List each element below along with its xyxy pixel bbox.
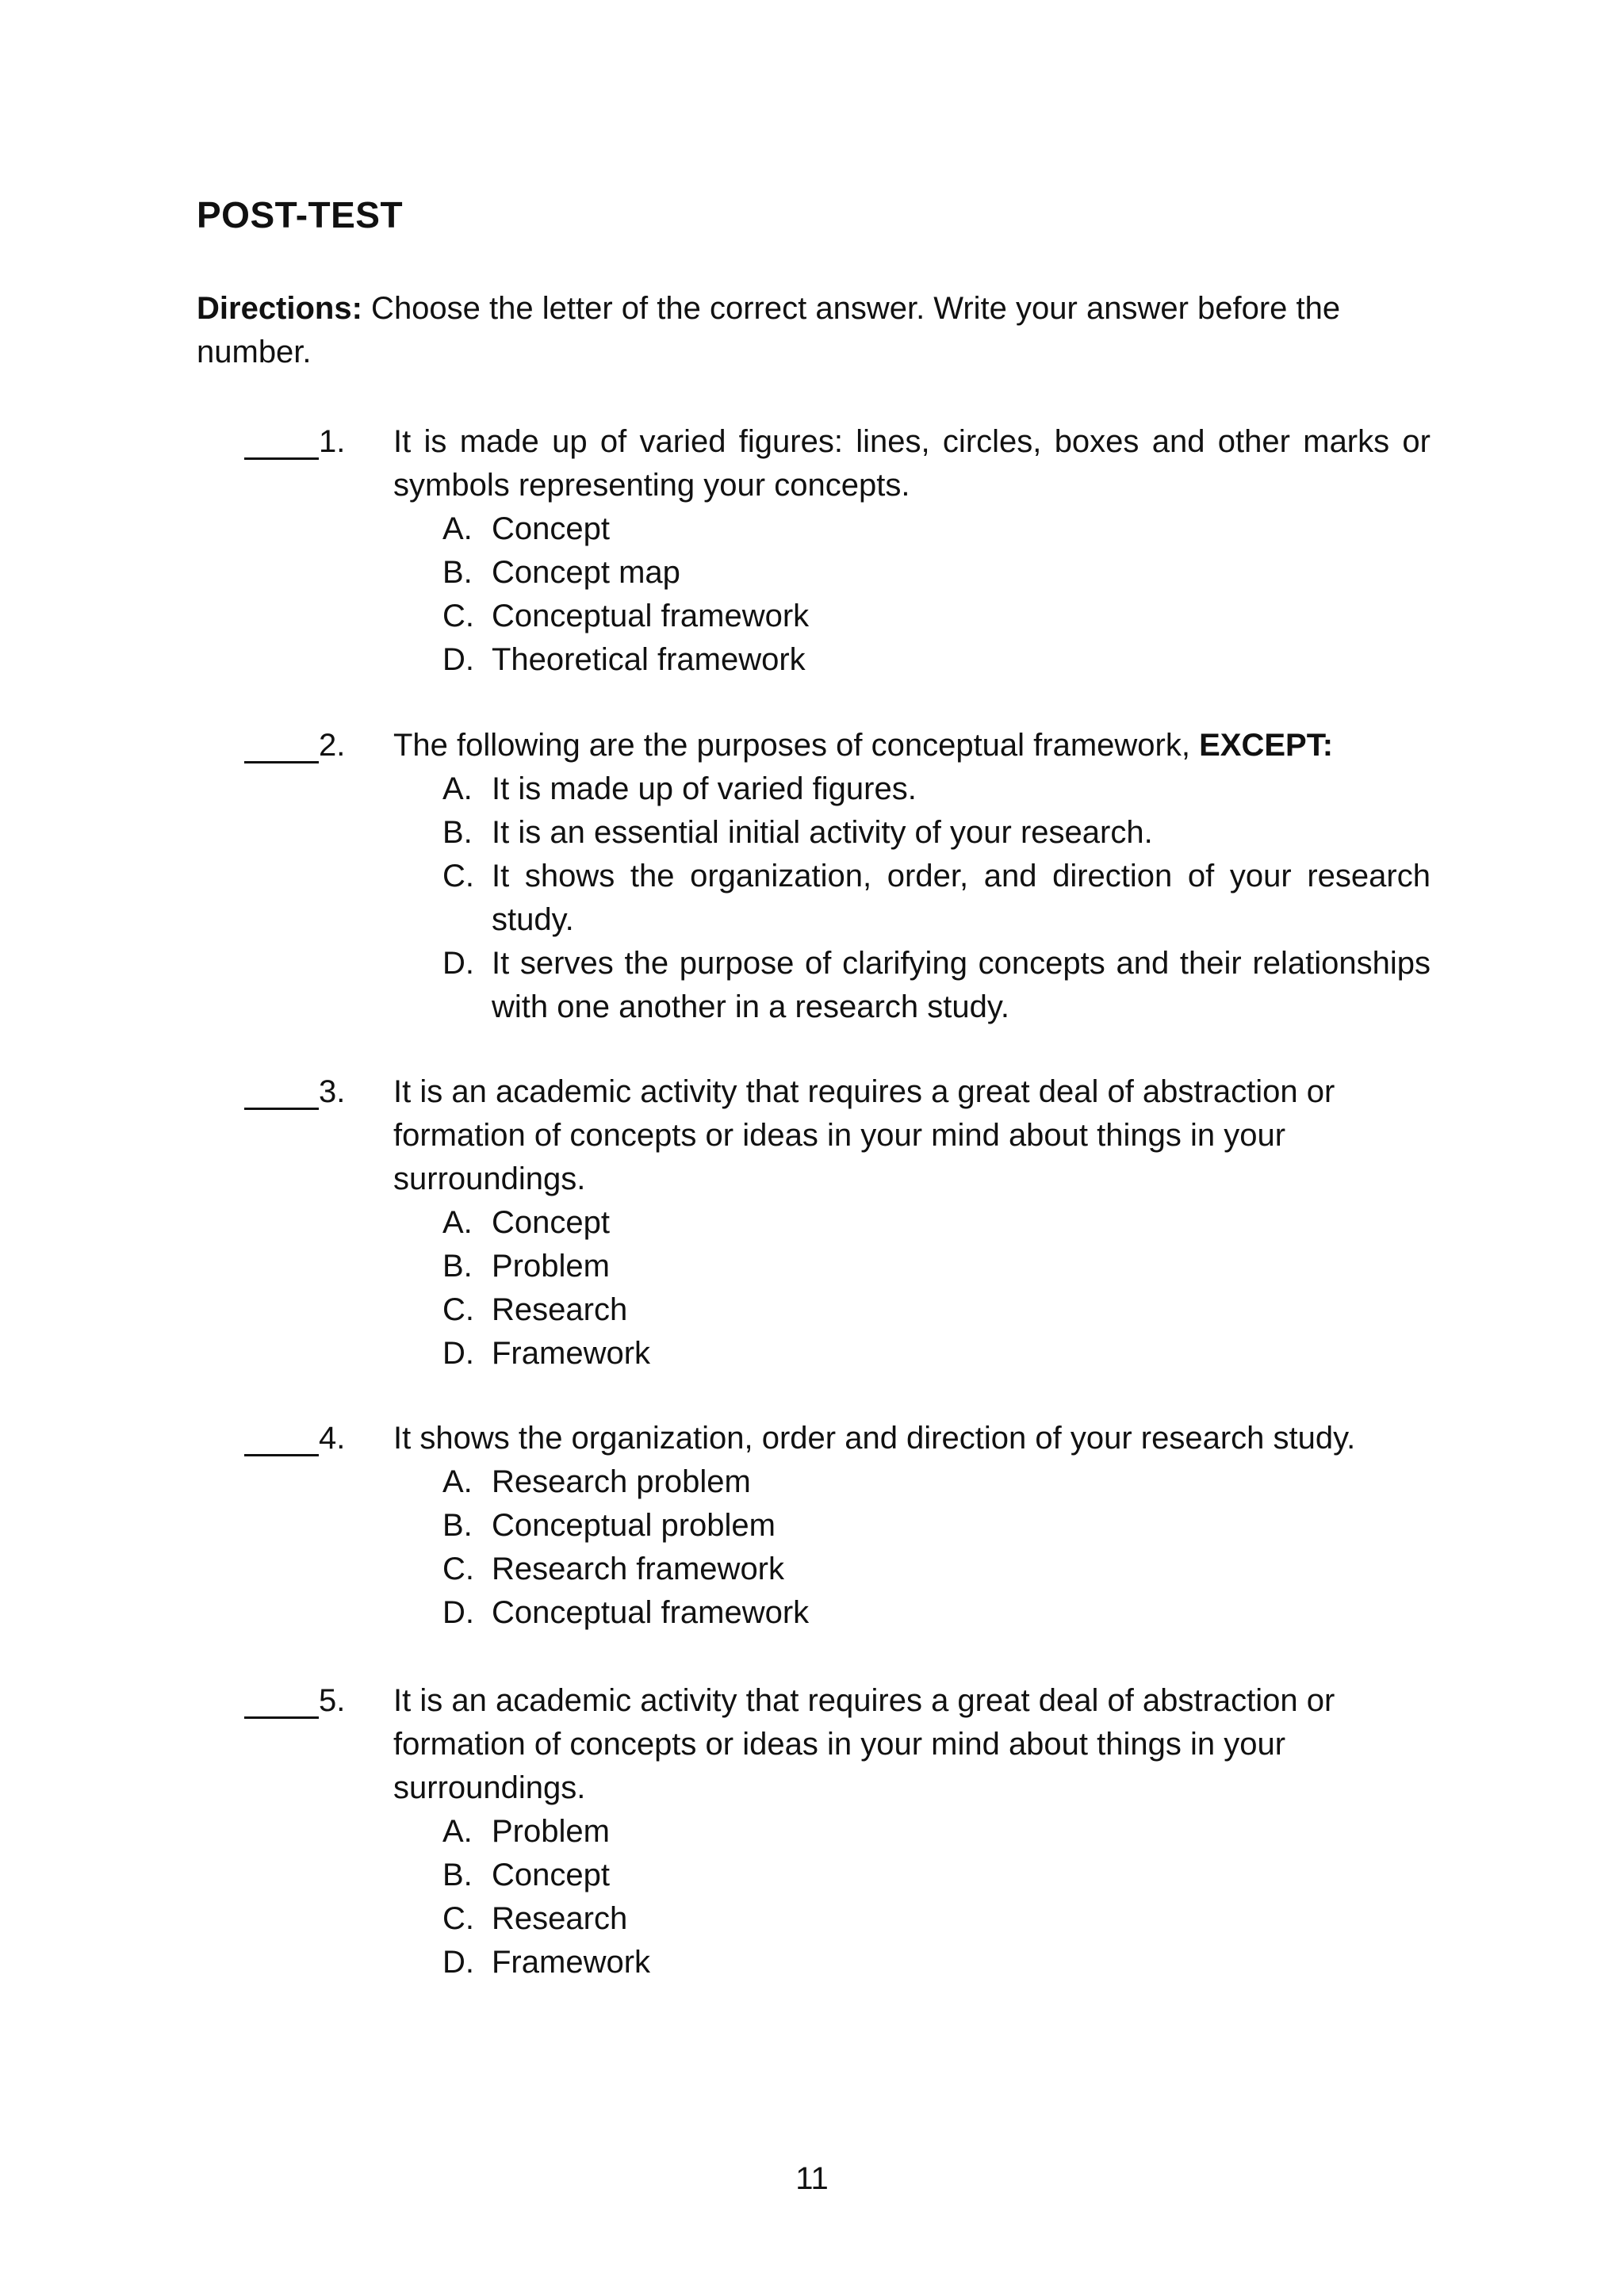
choice-list: [442, 767, 1431, 1029]
question-stem-text: The following are the purposes of conceptual framework,: [393, 728, 1200, 763]
choice-letter: C.: [442, 1292, 474, 1327]
choice-item: [442, 1288, 1431, 1332]
choice-item: [442, 1810, 1431, 1854]
choice-text: Research framework: [492, 1552, 785, 1586]
choice-text: Theoretical framework: [492, 642, 806, 677]
choice-item: [442, 855, 1431, 942]
choice-letter: B.: [442, 1858, 473, 1892]
choice-text: Research: [492, 1292, 628, 1327]
choice-item: [442, 1504, 1431, 1548]
choice-letter: A.: [442, 1464, 473, 1499]
choice-item: [442, 811, 1431, 855]
question-stem: It is an academic activity that requires a great deal of abstraction or formation of concepts or ideas in your mind about things in your surroundings.: [393, 1683, 1335, 1805]
choice-item: [442, 1941, 1431, 1984]
choice-text: Concept: [492, 511, 610, 546]
choice-letter: C.: [442, 599, 474, 633]
answer-blank-5[interactable]: [244, 1679, 319, 1719]
choice-text: Conceptual framework: [492, 599, 810, 633]
choice-list: [442, 1810, 1431, 1984]
choice-item: [442, 1332, 1431, 1376]
choice-text: Conceptual problem: [492, 1508, 776, 1543]
choice-item: [442, 1201, 1431, 1245]
page-title: POST-TEST: [197, 194, 404, 235]
choice-item: [442, 551, 1431, 595]
choice-text: Concept: [492, 1205, 610, 1240]
choice-item: [442, 638, 1431, 682]
choice-list: [442, 1460, 1431, 1635]
directions: [197, 287, 1434, 374]
question-stem: It is an academic activity that requires a great deal of abstraction or formation of concepts or ideas in your mind about things in your surroundings.: [393, 1074, 1335, 1196]
choice-letter: D.: [442, 1945, 474, 1980]
question-number: 5.: [319, 1683, 346, 1718]
question-stem: It is made up of varied figures: lines, circles, boxes and other marks or symbols representing your concepts.: [393, 424, 1431, 503]
choice-text: Problem: [492, 1249, 610, 1284]
choice-text: Problem: [492, 1814, 610, 1849]
choice-text: Concept map: [492, 555, 680, 590]
choice-text: Research: [492, 1901, 628, 1936]
answer-blank-3[interactable]: [244, 1070, 319, 1110]
choice-letter: B.: [442, 1249, 473, 1284]
choice-letter: B.: [442, 815, 473, 850]
choice-text: It is made up of varied figures.: [492, 771, 917, 806]
choice-item: [442, 942, 1431, 1029]
choice-letter: C.: [442, 1552, 474, 1586]
choice-text: It is an essential initial activity of your research.: [492, 815, 1153, 850]
choice-text: It serves the purpose of clarifying concepts and their relationships with one another in a research study.: [492, 946, 1431, 1024]
choice-letter: D.: [442, 946, 474, 981]
choice-item: [442, 1591, 1431, 1635]
question-number: 4.: [319, 1421, 346, 1456]
choice-text: Framework: [492, 1945, 651, 1980]
choice-letter: C.: [442, 1901, 474, 1936]
choice-item: [442, 1245, 1431, 1288]
choice-letter: D.: [442, 1336, 474, 1371]
choice-item: [442, 1897, 1431, 1941]
choice-item: [442, 595, 1431, 638]
choice-list: [442, 1201, 1431, 1376]
choice-text: Framework: [492, 1336, 651, 1371]
choice-letter: A.: [442, 1205, 473, 1240]
question-number: 3.: [319, 1074, 346, 1109]
choice-list: [442, 507, 1431, 682]
choice-text: Concept: [492, 1858, 610, 1892]
choice-text: Conceptual framework: [492, 1595, 810, 1630]
choice-item: [442, 1548, 1431, 1591]
question-number: 1.: [319, 424, 346, 459]
page-number: 11: [795, 2161, 829, 2196]
choice-letter: A.: [442, 511, 473, 546]
choice-letter: A.: [442, 771, 473, 806]
choice-item: [442, 1854, 1431, 1897]
choice-letter: B.: [442, 555, 473, 590]
choice-letter: C.: [442, 859, 474, 894]
choice-item: [442, 507, 1431, 551]
choice-letter: A.: [442, 1814, 473, 1849]
question-stem: It shows the organization, order and direction of your research study.: [393, 1421, 1356, 1456]
choice-item: [442, 1460, 1431, 1504]
choice-text: It shows the organization, order, and direction of your research study.: [492, 859, 1431, 937]
choice-letter: B.: [442, 1508, 473, 1543]
question-number: 2.: [319, 728, 346, 763]
answer-blank-2[interactable]: [244, 724, 319, 763]
directions-label: Directions:: [197, 291, 362, 326]
directions-text: Choose the letter of the correct answer. Write your answer before the number.: [197, 291, 1341, 369]
answer-blank-1[interactable]: [244, 420, 319, 460]
question-stem: [393, 724, 1431, 767]
choice-text: Research problem: [492, 1464, 751, 1499]
question-stem-emphasis: EXCEPT:: [1199, 728, 1334, 763]
choice-letter: D.: [442, 1595, 474, 1630]
choice-letter: D.: [442, 642, 474, 677]
answer-blank-4[interactable]: [244, 1417, 319, 1456]
choice-item: [442, 767, 1431, 811]
